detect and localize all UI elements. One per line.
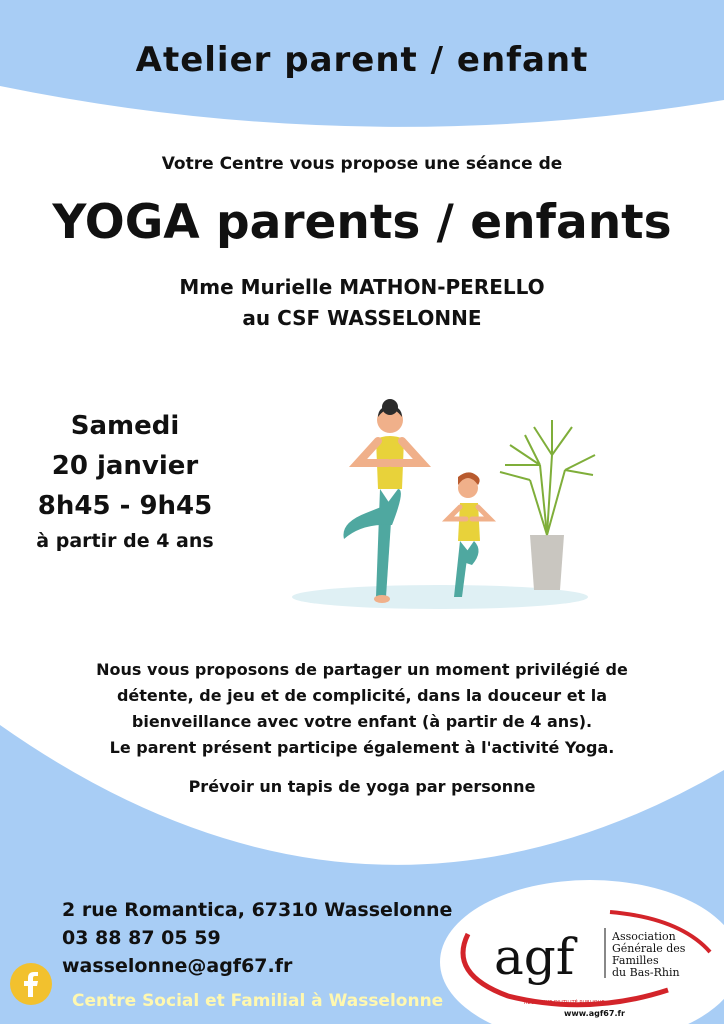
yoga-illustration	[290, 395, 620, 615]
intro-text: Votre Centre vous propose une séance de	[161, 154, 563, 174]
plant-icon	[500, 420, 595, 590]
logo-line-3: Familles	[612, 954, 659, 967]
logo-line-2: Générale des	[612, 942, 686, 955]
contact-address: 2 rue Romantica, 67310 Wasselonne	[62, 899, 453, 921]
agf-logo	[460, 900, 722, 1020]
logo-line-1: Association	[612, 930, 676, 943]
logo-wordmark: agf	[494, 928, 575, 986]
schedule-time: 8h45 - 9h45	[37, 491, 213, 521]
header-title: Atelier parent / enfant	[135, 40, 589, 80]
description-line: détente, de jeu et de complicité, dans la douceur et la	[116, 686, 608, 705]
child-figure	[448, 472, 490, 597]
presenter-name: Mme Murielle MATHON-PERELLO	[179, 275, 545, 299]
logo-badge: RECONNUE D'UTILITÉ PUBLIQUE	[524, 1000, 605, 1006]
contact-block	[62, 896, 452, 980]
schedule-block	[20, 406, 230, 556]
schedule-day: Samedi	[70, 411, 180, 441]
description-line: Le parent présent participe également à l'activité Yoga.	[109, 738, 615, 757]
logo-url: www.agf67.fr	[564, 1009, 625, 1018]
description	[0, 657, 724, 761]
facebook-icon[interactable]	[10, 963, 52, 1005]
event-title: YOGA parents / enfants	[52, 195, 672, 250]
contact-phone[interactable]: 03 88 87 05 59	[62, 927, 221, 949]
logo-line-4: du Bas-Rhin	[612, 966, 680, 979]
presenter	[0, 272, 724, 334]
presenter-location: au CSF WASSELONNE	[242, 306, 482, 330]
schedule-age: à partir de 4 ans	[36, 530, 214, 552]
mother-figure	[343, 399, 422, 603]
equipment-note: Prévoir un tapis de yoga par personne	[188, 777, 536, 796]
facebook-page-name[interactable]: Centre Social et Familial à Wasselonne	[72, 991, 444, 1011]
contact-email[interactable]: wasselonne@agf67.fr	[62, 955, 293, 977]
schedule-date: 20 janvier	[51, 451, 199, 481]
description-line: Nous vous proposons de partager un moment privilégié de	[96, 660, 628, 679]
description-line: bienveillance avec votre enfant (à partir de 4 ans).	[131, 712, 593, 731]
